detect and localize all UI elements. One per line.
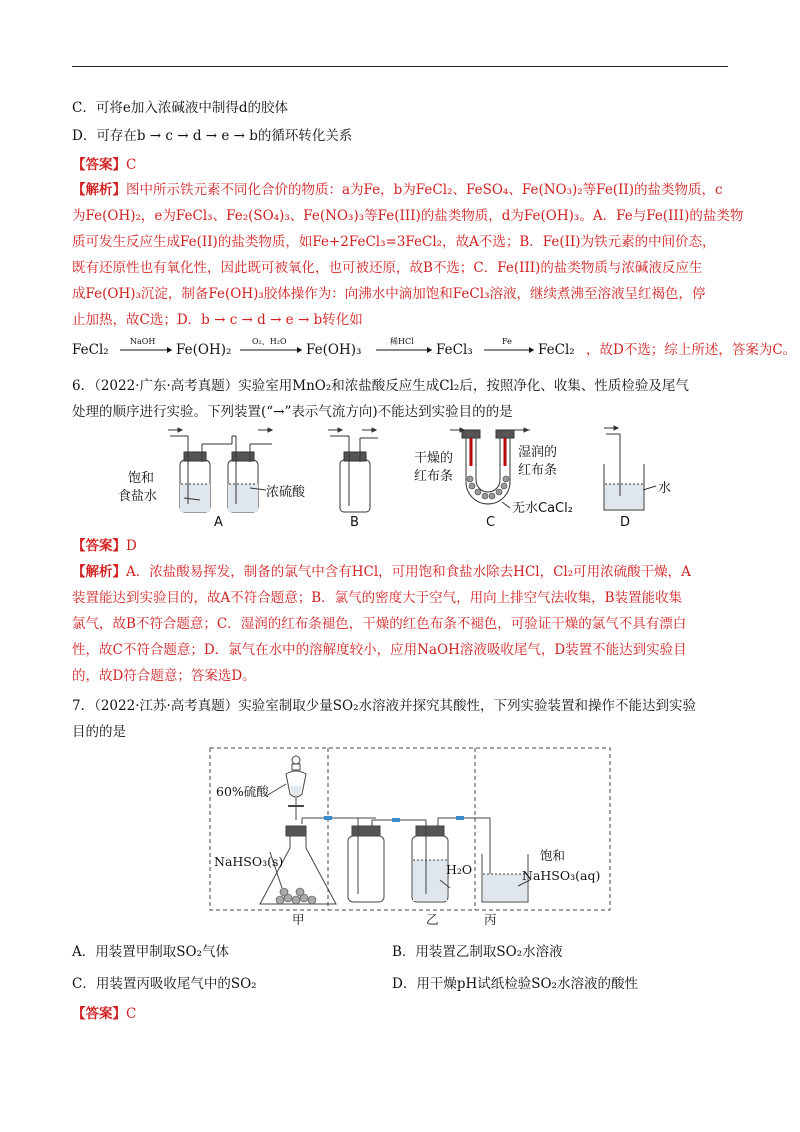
label-yi: 乙 [426,912,439,927]
q7-stem-2: 目的的是 [72,724,126,740]
label-jia: 甲 [292,912,305,927]
q6-analysis-5: 的，故D符合题意；答案选D。 [72,668,256,684]
q5-reaction-chain [72,332,797,362]
chain-s5: FeCl₂ [538,342,575,358]
analysis-label: 【解析】 [72,182,126,198]
label-A: A [214,515,223,530]
q6-analysis-4: 性，故C不符合题意；D．氯气在水中的溶解度较小，应用NaOH溶液吸收尾气，D装置不能达到实验目 [72,642,687,658]
chain-s3: Fe(OH)₃ [306,342,362,358]
chain-s4: FeCl₃ [436,342,473,358]
label-nahso3-aq: NaHSO₃(aq) [522,868,601,883]
label-cacl2: 无水CaCl₂ [512,501,573,516]
answer-value: C [126,157,137,173]
q7-answer: 【答案】C [72,1006,137,1022]
label-saturated: 饱和 [540,848,566,863]
label-sat2: 食盐水 [118,489,158,504]
cacl2-granules [467,476,509,499]
q7-stem-1: 7．（2022·江苏·高考真题）实验室制取少量SO₂水溶液并探究其酸性，下列实验装置和操作不能达到实验 [72,698,697,714]
chain-s2: Fe(OH)₂ [176,342,232,358]
q7-option-c: C．用装置丙吸收尾气中的SO₂ [72,976,257,992]
q5-answer [72,155,732,175]
q5-analysis-3: 质可发生反应生成Fe(II)的盐类物质，如Fe+2FeCl₃=3FeCl₂，故A不选；B．Fe(II)为铁元素的中间价态， [72,234,716,250]
chain-s1: FeCl₂ [72,342,109,358]
label-bing: 丙 [484,912,497,927]
water-bottle [412,818,490,902]
q5-analysis-5: 成Fe(OH)₃沉淀，制备Fe(OH)₃胶体操作为：向沸水中滴加饱和FeCl₃溶液，继续煮沸至溶液呈红褐色，停 [72,286,706,302]
q6-stem-2: 处理的顺序进行实验。下列装置(“→”表示气流方向)不能达到实验目的的是 [72,404,513,420]
q6-analysis-1: 【解析】A．浓盐酸易挥发，制备的氯气中含有HCl，可用饱和食盐水除去HCl，Cl₂可用浓硫酸干燥，A [72,564,691,580]
q5-analysis-1: 【解析】图中所示铁元素不同化合价的物质：a为Fe，b为FeCl₂、FeSO₄、Fe(NO₃)₂等Fe(II)的盐类物质，c [72,182,723,198]
absorption-beaker [482,818,528,902]
q5-analysis-6: 止加热，故C选；D．b → c → d → e → b转化如 [72,312,363,328]
label-wet2: 红布条 [518,463,558,478]
label-dry2: 红布条 [414,469,454,484]
q5-option-c: C．可将e加入浓碱液中制得d的胶体 [72,100,288,116]
apparatus-a [168,428,272,512]
label-conc: 浓硫酸 [266,485,306,500]
chain-r1: NaOH [130,337,156,346]
header-rule [72,66,728,67]
q6-answer: 【答案】D [72,538,137,554]
q6-apparatus-figure [100,426,700,530]
q5-option-d: D．可存在b → c → d → e → b的循环转化关系 [72,128,353,144]
q6-analysis-2: 装置能达到实验目的，故A不符合题意；B．氯气的密度大于空气，用向上排空气法收集，B装置能收集 [72,590,683,606]
q5-analysis-2: 为Fe(OH)₂，e为FeCl₃、Fe₂(SO₄)₃、Fe(NO₃)₃等Fe(III)的盐类物质，d为Fe(OH)₃。A．Fe与Fe(III)的盐类物 [72,208,744,224]
label-B: B [350,515,359,530]
label-C: C [486,515,496,530]
q6-analysis-3: 氯气，故B不符合题意；C．湿润的红布条褪色，干燥的红色布条不褪色，可验证干燥的氯气不具有漂白 [72,616,687,632]
label-dry1: 干燥的 [414,451,454,466]
q7-apparatus-figure [200,740,620,930]
nahso3-solid [276,888,316,904]
chain-r2: O₂、H₂O [252,337,287,346]
chain-tail: ，故D不选；综上所述，答案为C。 [586,342,797,358]
label-sat1: 饱和 [128,471,155,486]
q7-option-d: D．用干燥pH试纸检验SO₂水溶液的酸性 [392,976,638,992]
label-water-formula: H₂O [446,862,473,877]
q6-stem-1: 6．（2022·广东·高考真题）实验室用MnO₂和浓盐酸反应生成Cl₂后，按照净化、收集、性质检验及尾气 [72,378,689,394]
label-60-sulfuric: 60%硫酸 [216,784,269,799]
q7-option-b: B．用装置乙制取SO₂水溶液 [392,944,563,960]
chain-r3: 稀HCl [390,337,414,346]
apparatus-b [328,428,378,512]
q7-option-a: A．用装置甲制取SO₂气体 [72,944,229,960]
label-wet1: 湿润的 [518,445,558,460]
label-water: 水 [658,481,672,496]
answer-label: 【答案】 [72,157,126,173]
label-nahso3-solid: NaHSO₃(s) [214,854,284,869]
chain-r4: Fe [502,337,512,346]
apparatus-d [604,426,656,510]
q5-analysis-4: 既有还原性也有氧化性，因此既可被氧化，也可被还原，故B不选；C．Fe(III)的盐类物质与浓碱液反应生 [72,260,703,276]
separatory-funnel [286,756,306,820]
label-D: D [620,515,631,530]
